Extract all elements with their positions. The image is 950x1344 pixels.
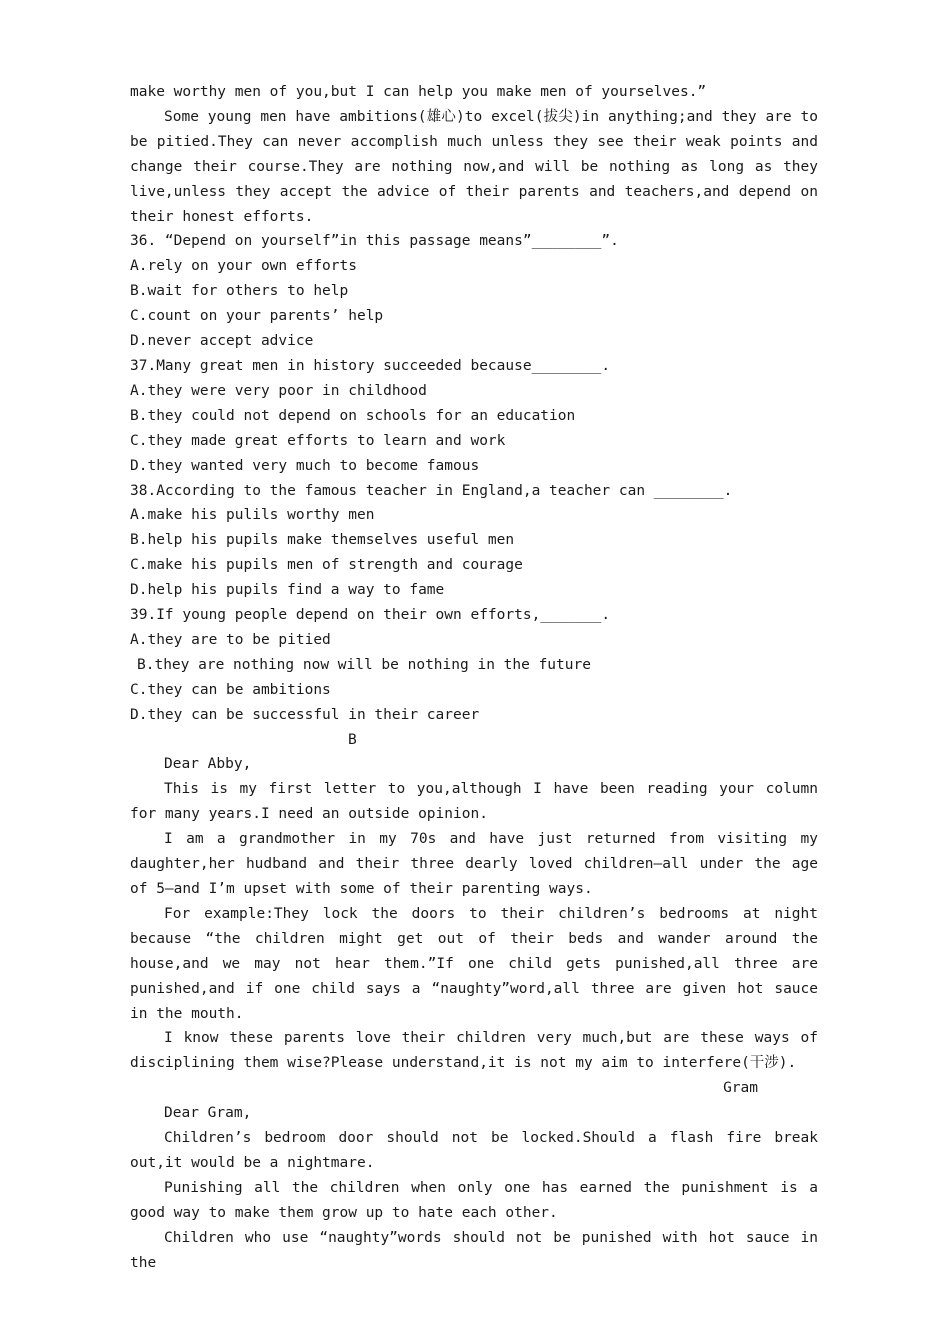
question-option: A.rely on your own efforts	[130, 258, 357, 275]
reply-to-gram	[130, 1101, 818, 1275]
section-heading-b: B	[348, 731, 357, 748]
letter-paragraph: For example:They lock the doors to their children’s bedrooms at night because “the children might get out of their beds and wander around the house,and we may not hear them.”If one child gets punished,all three are punished,and if one child says a “naughty”word,all three are given hot sauce in the mouth.	[130, 905, 818, 1022]
question-36	[130, 229, 818, 354]
question-option: B.wait for others to help	[130, 283, 349, 300]
letter-greeting: Dear Abby,	[164, 756, 252, 773]
passage-a-line-continued: make worthy men of you,but I can help you make men of yourselves.”	[130, 84, 707, 100]
question-option: C.they can be ambitions	[130, 681, 331, 698]
question-stem: 37.Many great men in history succeeded because________.	[130, 357, 611, 374]
question-option: D.they wanted very much to become famous	[130, 457, 480, 474]
question-stem: 36. “Depend on yourself”in this passage means”________”.	[130, 233, 619, 250]
text-column	[130, 80, 818, 1276]
letter-paragraph: Children’s bedroom door should not be locked.Should a flash fire break out,it would be a nightmare.	[130, 1130, 818, 1171]
question-option: D.they can be successful in their career	[130, 706, 480, 723]
letter-paragraph: I am a grandmother in my 70s and have just returned from visiting my daughter,her hudband and their three dearly loved children—all under the age of 5—and I’m upset with some of their parenting ways.	[130, 831, 818, 897]
letter-paragraph: Punishing all the children when only one has earned the punishment is a good way to make them grow up to hate each other.	[130, 1179, 818, 1221]
question-option: C.count on your parents’ help	[130, 308, 384, 325]
letter-paragraph: I know these parents love their children very much,but are these ways of disciplining them wise?Please understand,it is not my aim to interfere(干涉).	[130, 1030, 818, 1072]
question-option: C.they made great efforts to learn and work	[130, 432, 506, 449]
letter-greeting: Dear Gram,	[164, 1105, 252, 1122]
question-38	[130, 479, 818, 604]
question-option: B.they are nothing now will be nothing in the future	[137, 656, 591, 673]
letter-to-abby	[130, 752, 818, 1101]
letter-paragraph: Children who use “naughty”words should not be punished with hot sauce in the	[130, 1229, 818, 1271]
question-option: D.help his pupils find a way to fame	[130, 582, 445, 599]
question-stem: 39.If young people depend on their own efforts,_______.	[130, 607, 611, 624]
question-option: B.they could not depend on schools for an education	[130, 407, 576, 424]
question-option: C.make his pupils men of strength and courage	[130, 557, 523, 574]
question-option: B.help his pupils make themselves useful men	[130, 532, 515, 549]
question-option: A.make his pulils worthy men	[130, 507, 375, 524]
question-37	[130, 354, 818, 479]
question-39	[130, 603, 818, 728]
question-option: D.never accept advice	[130, 333, 314, 350]
passage-a-paragraph: Some young men have ambitions(雄心)to excel(拔尖)in anything;and they are to be pitied.They can never accomplish much unless they see their weak points and change their course.They are nothing now,and will be nothing as long as they live,unless they accept the advice of their parents and teachers,and depend on their honest efforts.	[130, 108, 818, 225]
question-option: A.they were very poor in childhood	[130, 382, 427, 399]
question-option: A.they are to be pitied	[130, 631, 331, 648]
letter-paragraph: This is my first letter to you,although I have been reading your column for many years.I need an outside opinion.	[130, 781, 818, 823]
letter-signature: Gram	[723, 1080, 758, 1097]
question-stem: 38.According to the famous teacher in England,a teacher can ________.	[130, 482, 733, 499]
